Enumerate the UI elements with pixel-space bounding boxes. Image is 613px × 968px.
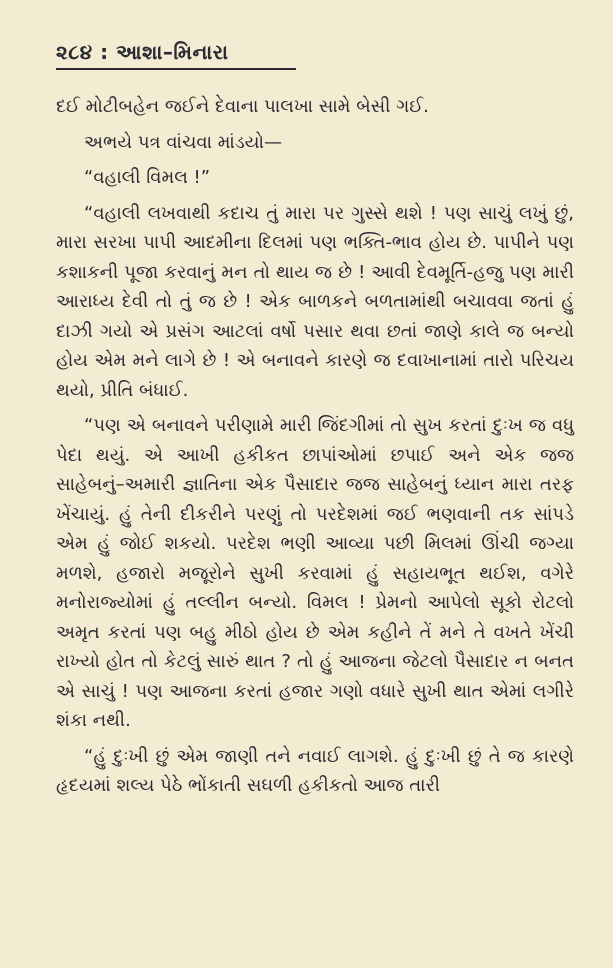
header-separator: : <box>100 40 109 64</box>
book-title: આશા–મિનારા <box>116 40 229 64</box>
letter-paragraph-2: “પણ એ બનાવને પરીણામે મારી જિંદગીમાં તો સુખ કરતાં દુઃખ જ વધુ પેદા થયું. એ આખી હકીકત છાપાંઓમાં છપાઈ અને એક જજ સાહેબનું–અમારી જ્ઞાતિના એક પૈસાદાર જજ સાહેબનું ધ્યાન મારા તરફ ખેંચાયું. હું તેની દીકરીને પરણું તો પરદેશમાં જઈ ભણવાની તક સાંપડે એમ હું જોઈ શકયો. પરદેશ ભણી આવ્યા પછી મિલમાં ઊંચી જગ્યા મળશે, હજારો મજૂરોને સુખી કરવામાં હું સહાયભૂત થઈશ, વગેરે મનોરાજ્યોમાં હું તલ્લીન બન્યો. વિમલ ! પ્રેમનો આપેલો સૂકો રોટલો અમૃત કરતાં પણ બહુ મીઠો હોય છે એમ કહીને તેં મને તે વખતે ખેંચી રાખ્યો હોત તો કેટલું સારું થાત ? તો હું આજના જેટલો પૈસાદાર ન બનત એ સાચું ! પણ આજના કરતાં હજાર ગણો વધારે સુખી થાત એમાં લગીરે શંકા નથી. <box>56 415 574 731</box>
header-underline <box>56 68 296 70</box>
running-head <box>56 40 229 64</box>
page-body <box>56 92 574 801</box>
paragraph-continuation: દઈ મોટીબહેન જઈને દેવાના પાલખા સામે બેસી ગઈ. <box>56 96 429 117</box>
page-number: ૨૮૪ <box>56 40 93 64</box>
letter-paragraph-3: “હું દુઃખી છું એમ જાણી તને નવાઈ લાગશે. હું દુઃખી છું તે જ કારણે હૃદયમાં શલ્ય પેઠે ભોંકાતી સઘળી હકીકતો આજ તારી <box>56 745 574 796</box>
letter-salutation: “વહાલી વિમલ !” <box>84 167 211 188</box>
paragraph-narration: અભયે પત્ર વાંચવા માંડયો— <box>84 131 282 153</box>
letter-paragraph-1: “વહાલી લખવાથી કદાચ તું મારા પર ગુસ્સે થશે ! પણ સાચું લખું છું, મારા સરખા પાપી આદમીના દિલમાં પણ ભક્તિ-ભાવ હોય છે. પાપીને પણ કશાકની પૂજા કરવાનું મન તો થાય જ છે ! આવી દેવમૂર્તિ-હજુ પણ મારી આરાધ્ય દેવી તો તું જ છે ! એક બાળકને બળતામાંથી બચાવવા જતાં હું દાઝી ગયો એ પ્રસંગ આટલાં વર્ષો પસાર થવા છતાં જાણે કાલે જ બન્યો હોય એમ મને લાગે છે ! એ બનાવને કારણે જ દવાખાનામાં તારો પરિચય થયો, પ્રીતિ બંધાઈ. <box>56 202 574 401</box>
